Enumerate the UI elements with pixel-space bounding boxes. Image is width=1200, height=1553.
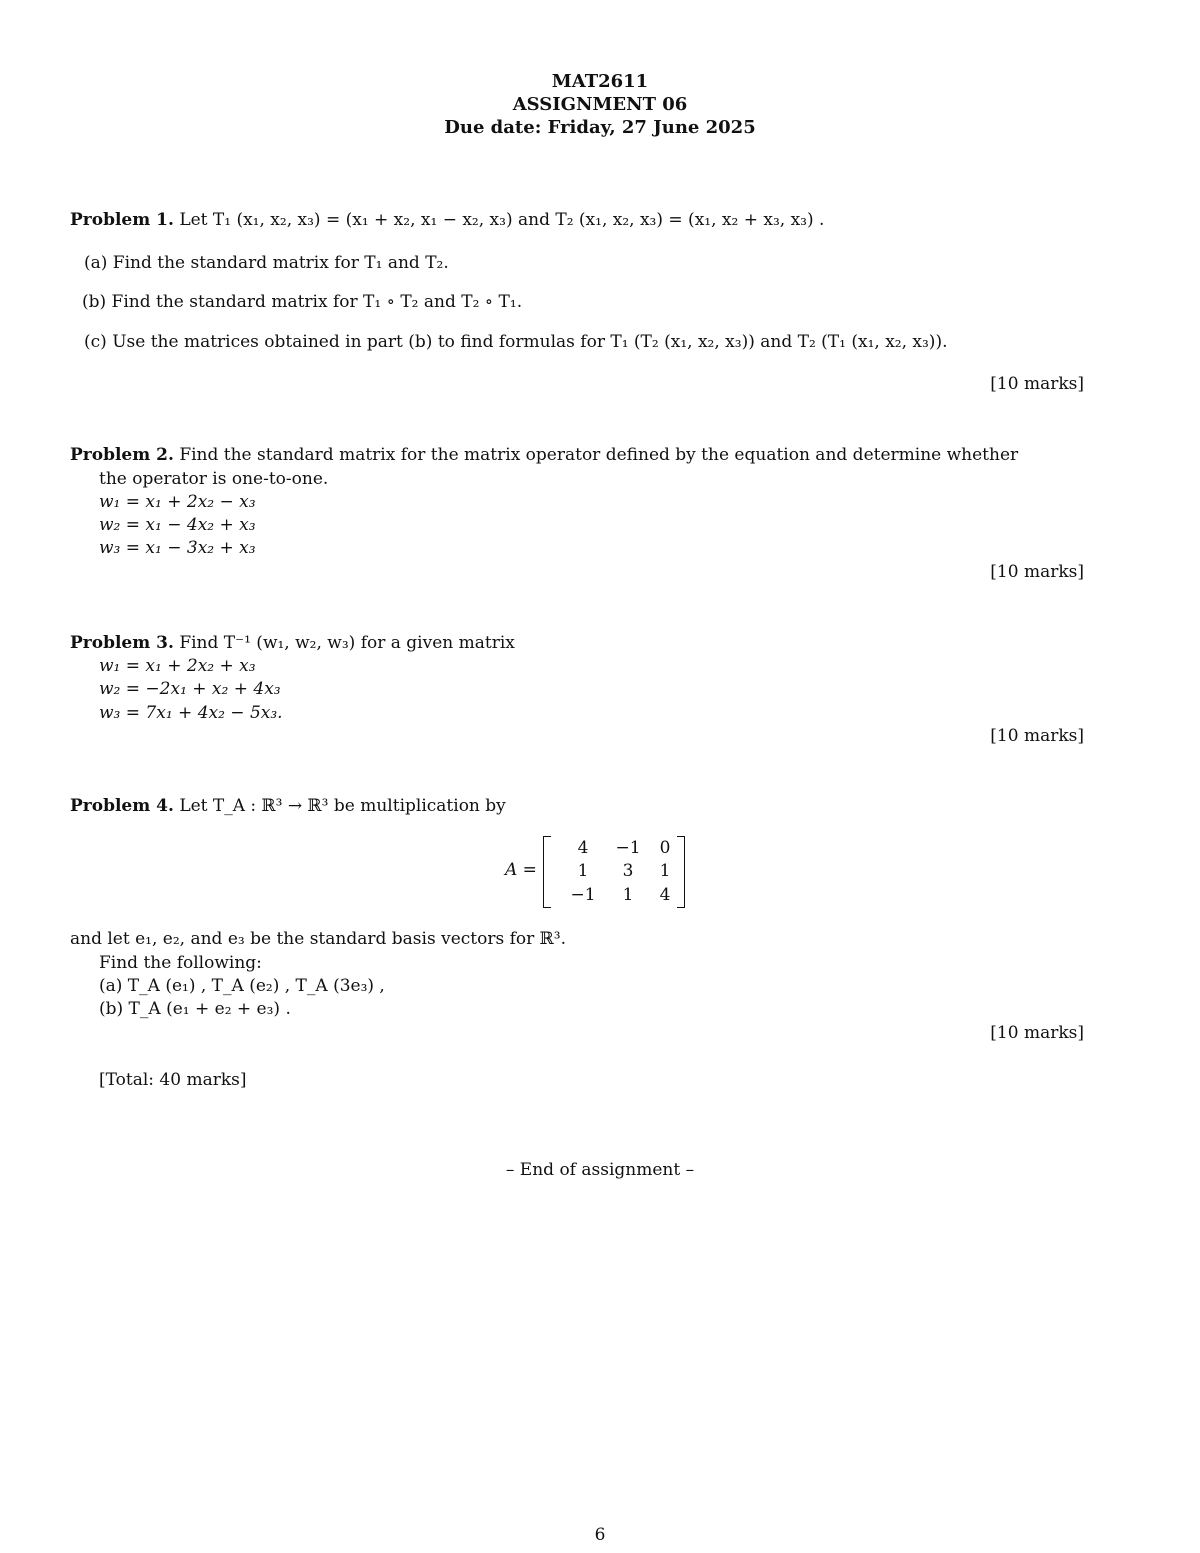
matrix-cell: 1 — [577, 861, 589, 881]
problem-3-equation-3: w₃ = 7x₁ + 4x₂ − 5x₃. — [99, 703, 283, 723]
problem-1-part-b: (b) Find the standard matrix for T₁ ∘ T₂ and T₂ ∘ T₁. — [82, 292, 523, 312]
problem-1-part-a: (a) Find the standard matrix for T₁ and T₂. — [84, 253, 449, 273]
problem-2-statement — [70, 444, 1018, 468]
matrix-cell: −1 — [570, 885, 596, 905]
problem-1-label: Problem 1. — [70, 210, 174, 230]
assignment-title: ASSIGNMENT 06 — [512, 94, 688, 115]
matrix-cell: 4 — [659, 885, 671, 905]
course-code: MAT2611 — [551, 71, 649, 92]
problem-1-part-c: (c) Use the matrices obtained in part (b) to find formulas for T₁ (T₂ (x₁, x₂, x₃)) and T₂ (T₁ (x₁, x₂, x₃)). — [84, 332, 948, 352]
problem-4-basis-text: and let e₁, e₂, and e₃ be the standard basis vectors for ℝ³. — [70, 929, 566, 949]
problem-4-part-b: (b) T_A (e₁ + e₂ + e₃) . — [99, 999, 291, 1019]
problem-3-equation-2: w₂ = −2x₁ + x₂ + 4x₃ — [99, 679, 281, 699]
page-number: 6 — [594, 1525, 606, 1545]
matrix-cell: −1 — [615, 838, 641, 858]
matrix-cell: 4 — [577, 838, 589, 858]
problem-1-text: Let T₁ (x₁, x₂, x₃) = (x₁ + x₂, x₁ − x₂, x₃) and T₂ (x₁, x₂, x₃) = (x₁, x₂ + x₃, x₃) . — [179, 210, 825, 230]
problem-2-equation-2: w₂ = x₁ − 4x₂ + x₃ — [99, 515, 256, 535]
matrix-cell: 3 — [622, 861, 634, 881]
matrix-left-bracket — [543, 836, 551, 908]
due-date: Due date: Friday, 27 June 2025 — [444, 117, 756, 138]
problem-4-text: Let T_A : ℝ³ → ℝ³ be multiplication by — [179, 796, 506, 816]
problem-2-equation-1: w₁ = x₁ + 2x₂ − x₃ — [99, 492, 256, 512]
document-header — [0, 70, 1200, 139]
problem-4-marks: [10 marks] — [990, 1023, 1084, 1043]
problem-3-equation-1: w₁ = x₁ + 2x₂ + x₃ — [99, 656, 256, 676]
end-of-assignment: – End of assignment – — [505, 1160, 695, 1180]
problem-3-text: Find T⁻¹ (w₁, w₂, w₃) for a given matrix — [179, 633, 515, 653]
matrix-right-bracket — [677, 836, 685, 908]
matrix-cell: 0 — [659, 838, 671, 858]
problem-4-part-a: (a) T_A (e₁) , T_A (e₂) , T_A (3e₃) , — [99, 976, 385, 996]
problem-2-text-line-1: Find the standard matrix for the matrix operator defined by the equation and determine whether — [179, 445, 1019, 465]
problem-2-equation-3: w₃ = x₁ − 3x₂ + x₃ — [99, 538, 256, 558]
total-marks: [Total: 40 marks] — [99, 1070, 247, 1090]
matrix-cell: 1 — [659, 861, 671, 881]
problem-1-marks: [10 marks] — [990, 374, 1084, 394]
problem-1-statement — [70, 209, 824, 233]
problem-2-text-line-2: the operator is one-to-one. — [99, 469, 329, 489]
problem-3-statement — [70, 632, 515, 656]
problem-3-marks: [10 marks] — [990, 726, 1084, 746]
matrix-a-label: A = — [505, 860, 537, 880]
problem-3-label: Problem 3. — [70, 633, 174, 653]
problem-2-label: Problem 2. — [70, 445, 174, 465]
problem-4-find-text: Find the following: — [99, 953, 262, 973]
problem-4-label: Problem 4. — [70, 796, 174, 816]
problem-2-marks: [10 marks] — [990, 562, 1084, 582]
problem-4-statement — [70, 795, 506, 819]
matrix-cell: 1 — [622, 885, 634, 905]
